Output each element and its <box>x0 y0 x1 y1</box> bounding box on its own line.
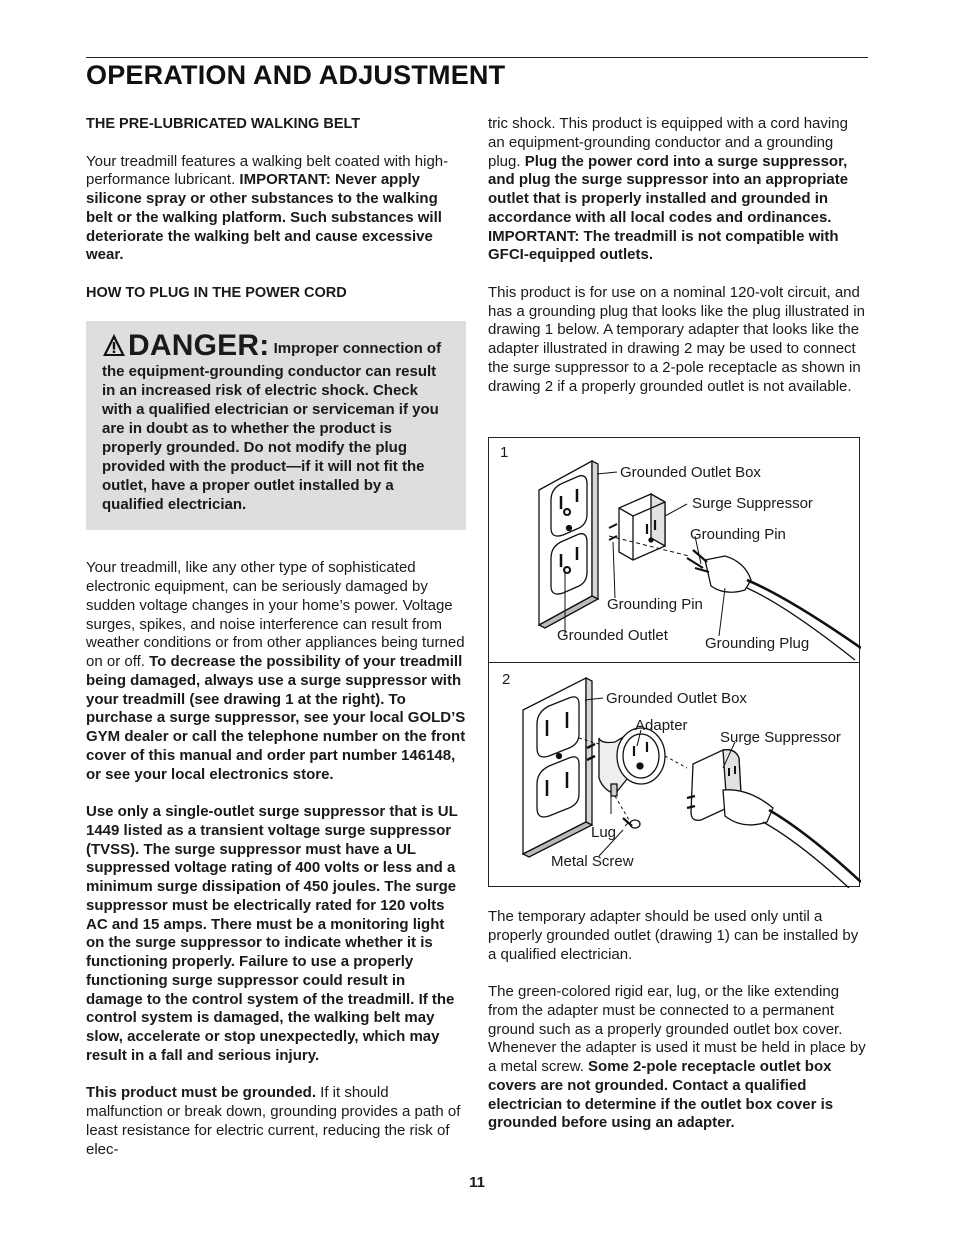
paragraph-surge: Your treadmill, like any other type of sophisticated electronic equipment, can be seriously damaged by sudden voltage changes in your home’s power. Voltage surges, spikes, and noise interference can result from weather conditions or from other appliances being turned on or off. To decrease the possibility of your treadmill being damaged, always use a surge suppressor with your treadmill (see drawing 1 at the right). To purchase a surge suppressor, see your local GOLD’S GYM dealer or call the telephone number on the front cover of this manual and order part number 146148, or see your local electronics store. <box>86 559 466 783</box>
left-column <box>86 115 466 1178</box>
paragraph-grounded: This product must be grounded. If it should malfunction or break down, grounding provides a path of least resistance for electric current, reducing the risk of elec- <box>86 1084 461 1158</box>
label-surge-suppressor-2: Surge Suppressor <box>720 729 841 746</box>
label-grounding-plug-1: Grounding Plug <box>705 635 810 652</box>
label-grounding-pin-bottom-1: Grounding Pin <box>607 596 703 613</box>
label-grounded-outlet-box-2: Grounded Outlet Box <box>606 690 747 707</box>
right-column-lower <box>488 908 868 1152</box>
paragraph-green-lug: The green-colored rigid ear, lug, or the like extending from the adapter must be connected to a permanent ground such as a properly grounded outlet box cover. Whenever the adapter is used it must be held in place by a metal screw. Some 2-pole receptacle outlet box covers are not grounded. Contact a qualified electrician to determine if the outlet box cover is grounded before using an adapter. <box>488 983 866 1132</box>
label-metal-screw-2: Metal Screw <box>551 853 634 870</box>
adapter-drawing-2 <box>579 728 687 820</box>
outlet-box-drawing-1 <box>539 461 598 628</box>
page-title: OPERATION AND ADJUSTMENT <box>86 60 506 90</box>
label-grounded-outlet-1: Grounded Outlet <box>557 627 668 644</box>
paragraph-shock-continued: tric shock. This product is equipped with a cord having an equipment-grounding conductor and a grounding plug. Plug the power cord into a surge suppressor, and plug the surge suppressor into an appropriate outlet that is properly installed and grounded in accordance with all local codes and ordinances. IMPORTANT: The treadmill is not compatible with GFCI-equipped outlets. <box>488 115 849 264</box>
paragraph-120-volt: This product is for use on a nominal 120-volt circuit, and has a grounding plug that looks like the plug illustrated in drawing 1 below. A temporary adapter that looks like the adapter illustrated in drawing 2 may be used to connect the surge suppressor to a 2-pole receptacle as shown in drawing 2 if a properly grounded outlet is not available. <box>488 283 865 395</box>
paragraph-walking-belt: Your treadmill features a walking belt coated with high-performance lubricant. IMPORTANT: Never apply silicone spray or other substances to the walking belt or the walking platform. Such substances will deteriorate the walking belt and cause excessive wear. <box>86 152 449 264</box>
paragraph-single-outlet: Use only a single-outlet surge suppressor that is UL 1449 listed as a transient voltage surge suppressor (TVSS). The surge suppressor must have a UL suppressed voltage rating of 400 volts or less and a minimum surge dissipation of 450 joules. The surge suppressor must be electrically rated for 120 volts AC and 15 amps. There must be a monitoring light on the surge suppressor to indicate whether it is functioning properly. Failure to use a properly functioning surge suppressor could result in damage to the control system of the treadmill. If the control system is damaged, the walking belt may slow, accelerate or stop unexpectedly, which may result in a fall and serious injury. <box>86 803 458 1064</box>
paragraph-temporary-adapter: The temporary adapter should be used only until a properly grounded outlet (drawing 1) can be installed by a qualified electrician. <box>488 908 859 963</box>
label-surge-suppressor-1: Surge Suppressor <box>692 495 813 512</box>
right-column <box>488 115 868 415</box>
danger-label: DANGER: <box>128 329 270 363</box>
heading-power-cord: HOW TO PLUG IN THE POWER CORD <box>86 284 347 301</box>
warning-triangle-icon <box>102 333 126 362</box>
danger-text: Improper connection of the equipment-grounding conductor can result in an increased risk of electric shock. Check with a qualified electrician or serviceman if you are in doubt as to whether the product is properly grounded. Do not modify the plug provided with the product—if it will not fit the outlet, have a proper outlet installed by a qualified electrician. <box>102 340 442 514</box>
drawing-2-number: 2 <box>502 671 511 688</box>
header-rule <box>86 57 868 58</box>
page-number: 11 <box>469 1174 485 1191</box>
surge-suppressor-drawing-2 <box>687 750 861 888</box>
label-grounding-pin-right-1: Grounding Pin <box>690 526 786 543</box>
grounding-drawings-figure <box>488 437 860 887</box>
danger-box <box>86 321 466 530</box>
outlet-box-drawing-2 <box>523 678 592 857</box>
label-lug-2: Lug <box>591 824 617 841</box>
metal-screw-drawing-2 <box>623 818 640 828</box>
label-adapter-2: Adapter <box>635 717 688 734</box>
label-grounded-outlet-box-1: Grounded Outlet Box <box>620 464 761 481</box>
drawing-1-number: 1 <box>500 444 509 461</box>
surge-suppressor-drawing-1 <box>609 494 665 560</box>
heading-walking-belt: THE PRE-LUBRICATED WALKING BELT <box>86 116 361 132</box>
